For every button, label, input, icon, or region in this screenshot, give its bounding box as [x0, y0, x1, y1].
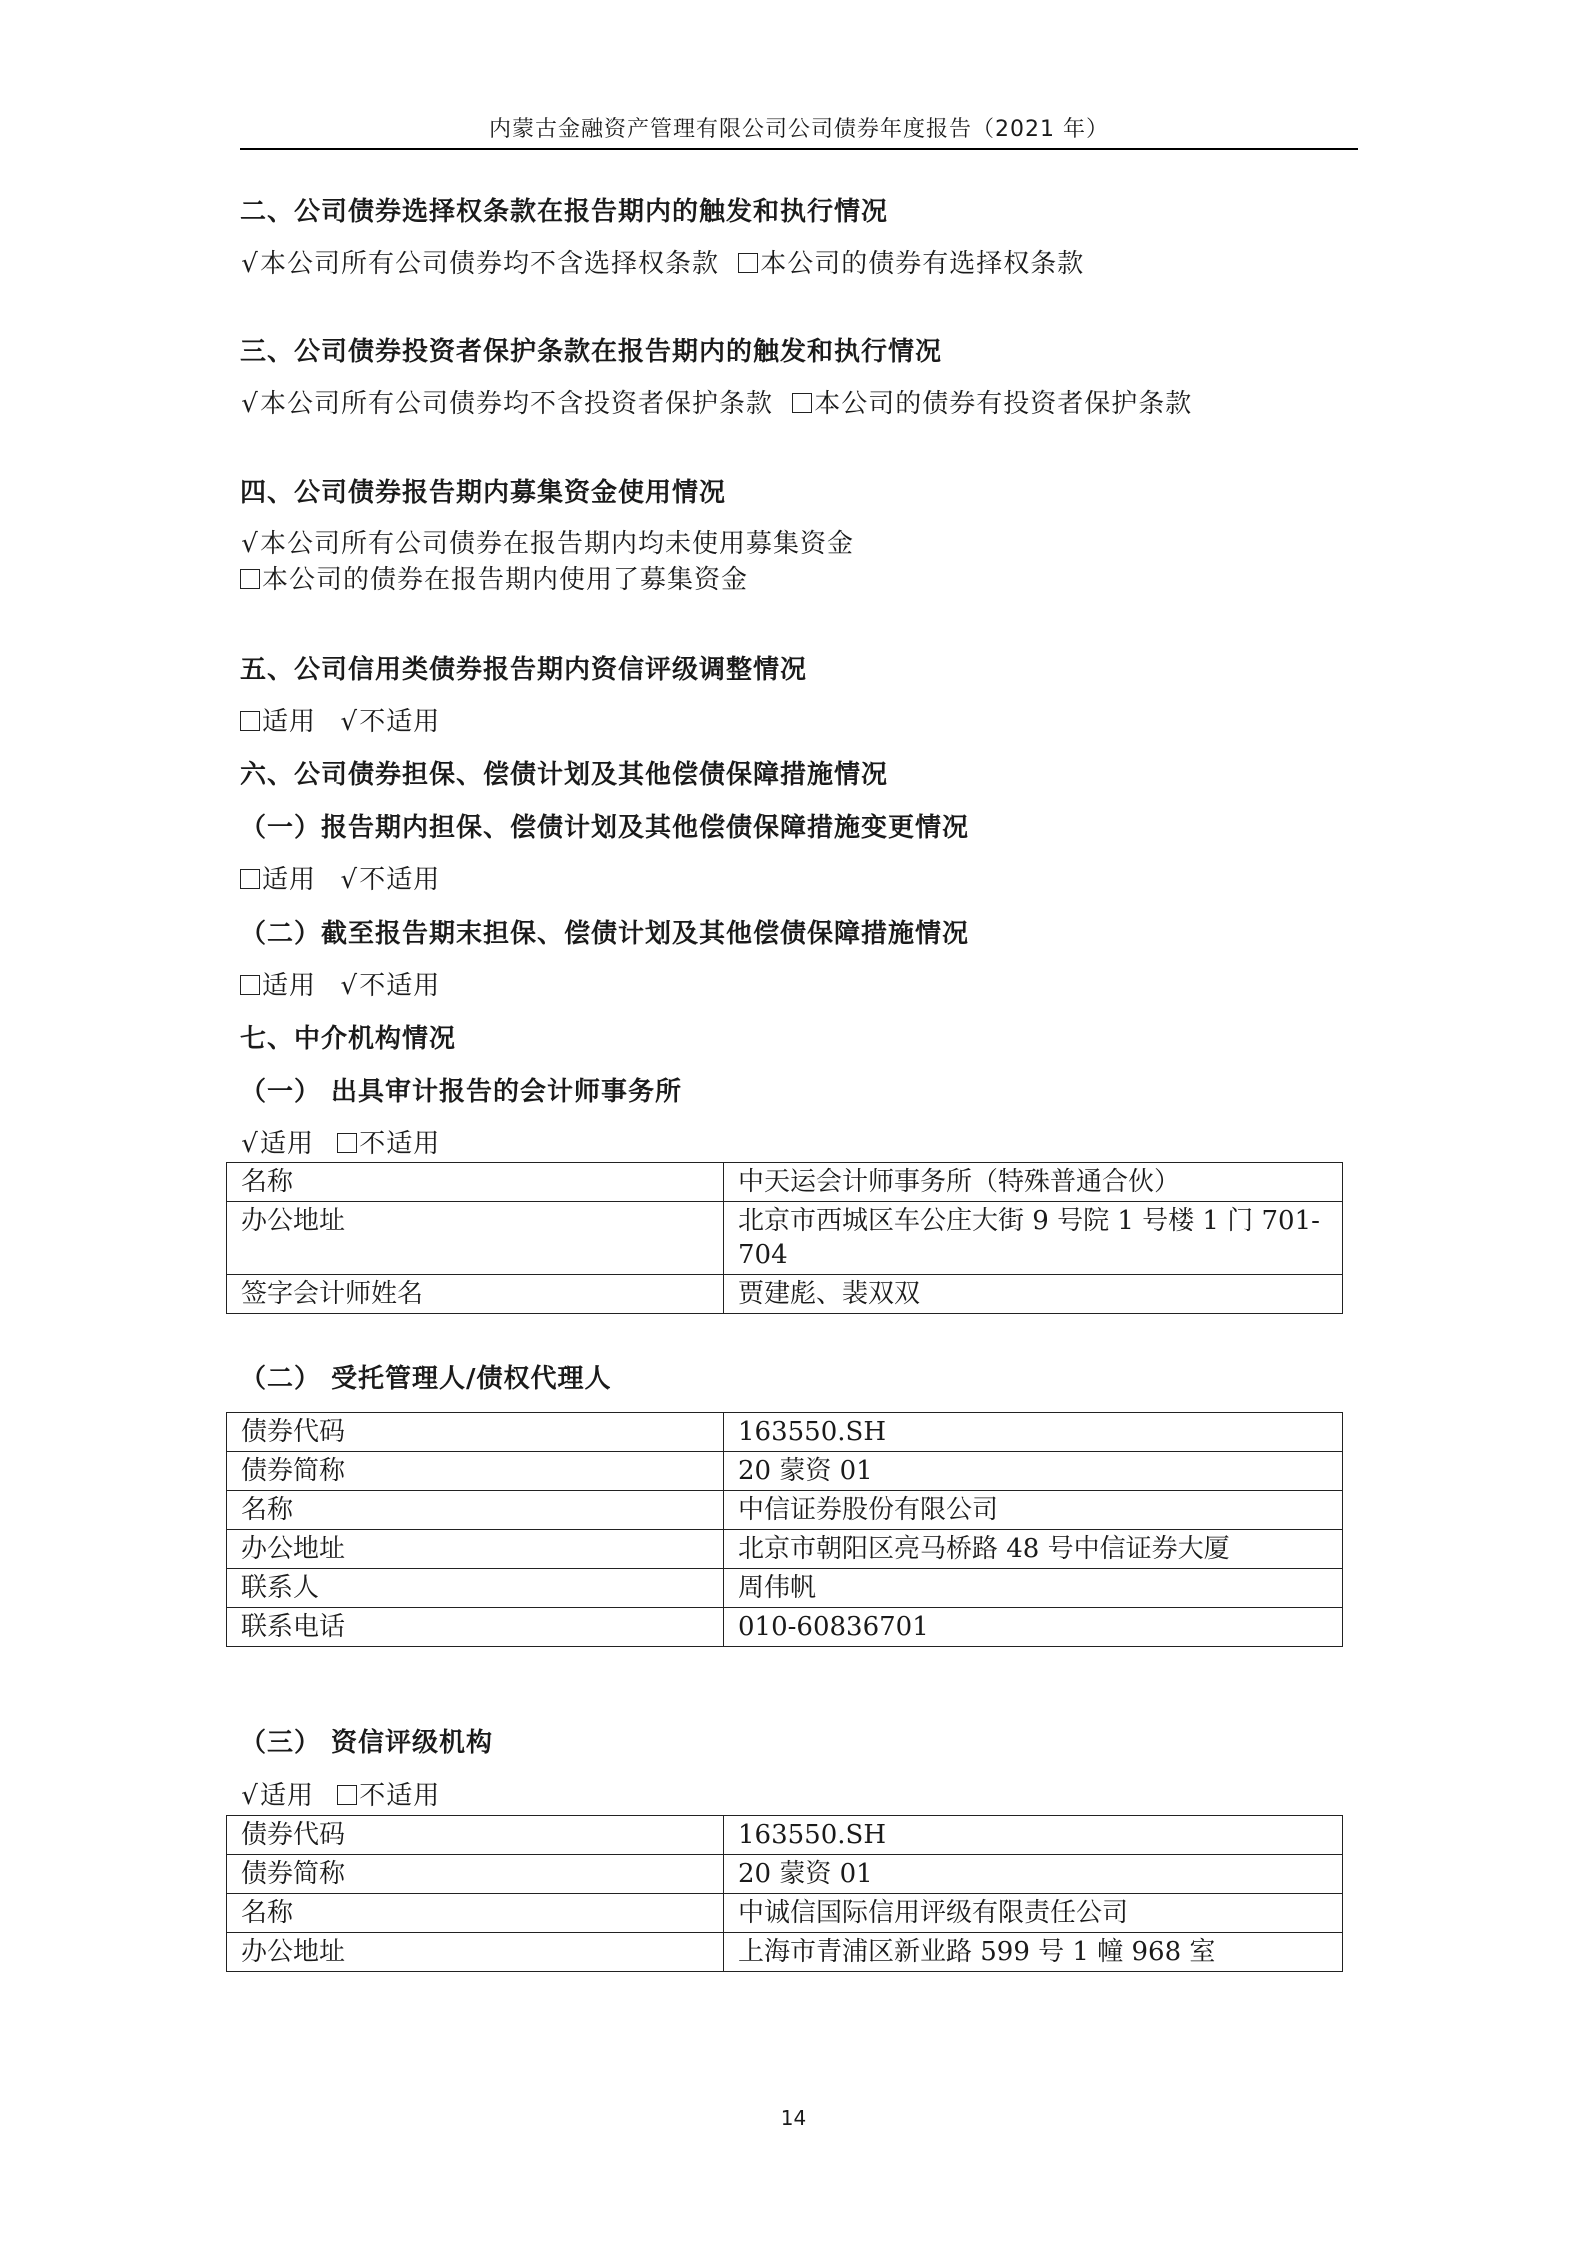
section-5-title: 五、公司信用类债券报告期内资信评级调整情况: [240, 655, 808, 685]
table-label-cell: 债券代码: [227, 1413, 724, 1452]
table-row: [227, 1491, 1343, 1530]
section-5-options: [240, 706, 440, 738]
table-label-cell: 名称: [227, 1491, 724, 1530]
section-6-title: 六、公司债券担保、偿债计划及其他偿债保障措施情况: [240, 760, 889, 790]
section-2-title: 二、公司债券选择权条款在报告期内的触发和执行情况: [240, 197, 889, 227]
section-7-sub-1-options: [240, 1128, 440, 1160]
table-row: [227, 1816, 1343, 1855]
section-6-sub-2: （二）截至报告期末担保、偿债计划及其他偿债保障措施情况: [240, 919, 970, 949]
section-3-option-1: 本公司所有公司债券均不含投资者保护条款: [260, 389, 774, 419]
table-label-cell: 名称: [227, 1163, 724, 1202]
trustee-table: [226, 1412, 1343, 1647]
checkbox-icon: [337, 1785, 357, 1805]
table-value-cell: 北京市西城区车公庄大街 9 号院 1 号楼 1 门 701-704: [724, 1202, 1343, 1275]
table-value-cell: 中天运会计师事务所（特殊普通合伙）: [724, 1163, 1343, 1202]
section-2-options: [240, 248, 1084, 280]
table-label-cell: 债券简称: [227, 1452, 724, 1491]
table-value-cell: 中信证券股份有限公司: [724, 1491, 1343, 1530]
table-label-cell: 联系人: [227, 1569, 724, 1608]
table-label-cell: 签字会计师姓名: [227, 1275, 724, 1314]
check-mark-icon: √: [241, 1781, 259, 1811]
applicable-label: 适用: [262, 865, 317, 895]
table-value-cell: 20 蒙资 01: [724, 1452, 1343, 1491]
section-2-option-2: 本公司的债券有选择权条款: [760, 249, 1085, 279]
table-row: [227, 1452, 1343, 1491]
check-mark-icon: √: [340, 865, 359, 895]
table-row: [227, 1569, 1343, 1608]
page-header: 内蒙古金融资产管理有限公司公司债券年度报告（2021 年）: [489, 117, 1109, 142]
applicable-label: 适用: [260, 1129, 315, 1159]
section-6-sub-1-options: [240, 864, 440, 896]
section-7-sub-1: （一） 出具审计报告的会计师事务所: [240, 1077, 683, 1107]
table-label-cell: 办公地址: [227, 1933, 724, 1972]
table-row: [227, 1933, 1343, 1972]
checkbox-icon: [240, 569, 260, 589]
table-value-cell: 贾建彪、裴双双: [724, 1275, 1343, 1314]
section-6-sub-1: （一）报告期内担保、偿债计划及其他偿债保障措施变更情况: [240, 813, 970, 843]
table-row: [227, 1530, 1343, 1569]
table-label-cell: 办公地址: [227, 1530, 724, 1569]
table-row: [227, 1608, 1343, 1647]
table-value-cell: 163550.SH: [724, 1413, 1343, 1452]
table-value-cell: 北京市朝阳区亮马桥路 48 号中信证券大厦: [724, 1530, 1343, 1569]
checkbox-icon: [240, 711, 260, 731]
section-7-sub-3: （三） 资信评级机构: [240, 1728, 494, 1758]
not-applicable-label: 不适用: [359, 1781, 441, 1811]
table-value-cell: 中诚信国际信用评级有限责任公司: [724, 1894, 1343, 1933]
section-3-options: [240, 388, 1192, 420]
header-rule: [240, 148, 1358, 150]
table-value-cell: 上海市青浦区新业路 599 号 1 幢 968 室: [724, 1933, 1343, 1972]
check-mark-icon: √: [241, 249, 259, 279]
table-row: [227, 1894, 1343, 1933]
not-applicable-label: 不适用: [359, 971, 441, 1001]
applicable-label: 适用: [262, 707, 317, 737]
check-mark-icon: √: [340, 971, 359, 1001]
applicable-label: 适用: [260, 1781, 315, 1811]
table-row: [227, 1163, 1343, 1202]
section-7-sub-2: （二） 受托管理人/债权代理人: [240, 1364, 612, 1394]
auditor-table: [226, 1162, 1343, 1314]
section-3-title: 三、公司债券投资者保护条款在报告期内的触发和执行情况: [240, 337, 943, 367]
page-number: 14: [780, 2106, 807, 2130]
table-row: [227, 1202, 1343, 1275]
table-value-cell: 163550.SH: [724, 1816, 1343, 1855]
section-2-option-1: 本公司所有公司债券均不含选择权条款: [260, 249, 720, 279]
table-label-cell: 债券代码: [227, 1816, 724, 1855]
table-label-cell: 名称: [227, 1894, 724, 1933]
table-label-cell: 办公地址: [227, 1202, 724, 1275]
table-row: [227, 1413, 1343, 1452]
table-value-cell: 周伟帆: [724, 1569, 1343, 1608]
table-label-cell: 联系电话: [227, 1608, 724, 1647]
section-4-option-2: 本公司的债券在报告期内使用了募集资金: [262, 565, 749, 595]
table-label-cell: 债券简称: [227, 1855, 724, 1894]
section-3-option-2: 本公司的债券有投资者保护条款: [814, 389, 1193, 419]
not-applicable-label: 不适用: [359, 1129, 441, 1159]
table-row: [227, 1275, 1343, 1314]
section-7-title: 七、中介机构情况: [240, 1024, 457, 1054]
check-mark-icon: √: [340, 707, 359, 737]
section-4-option-1: 本公司所有公司债券在报告期内均未使用募集资金: [260, 529, 855, 559]
not-applicable-label: 不适用: [359, 707, 441, 737]
checkbox-icon: [240, 869, 260, 889]
table-value-cell: 010-60836701: [724, 1608, 1343, 1647]
check-mark-icon: √: [241, 389, 259, 419]
checkbox-icon: [240, 975, 260, 995]
check-mark-icon: √: [241, 1129, 259, 1159]
table-value-cell: 20 蒙资 01: [724, 1855, 1343, 1894]
section-4-option-2-row: [240, 564, 748, 596]
not-applicable-label: 不适用: [359, 865, 441, 895]
section-7-sub-3-options: [240, 1780, 440, 1812]
section-4-title: 四、公司债券报告期内募集资金使用情况: [240, 478, 727, 508]
table-row: [227, 1855, 1343, 1894]
checkbox-icon: [337, 1133, 357, 1153]
section-6-sub-2-options: [240, 970, 440, 1002]
checkbox-icon: [792, 393, 812, 413]
section-4-option-1-row: [240, 528, 854, 560]
check-mark-icon: √: [241, 529, 259, 559]
checkbox-icon: [738, 253, 758, 273]
applicable-label: 适用: [262, 971, 317, 1001]
rating-agency-table: [226, 1815, 1343, 1972]
